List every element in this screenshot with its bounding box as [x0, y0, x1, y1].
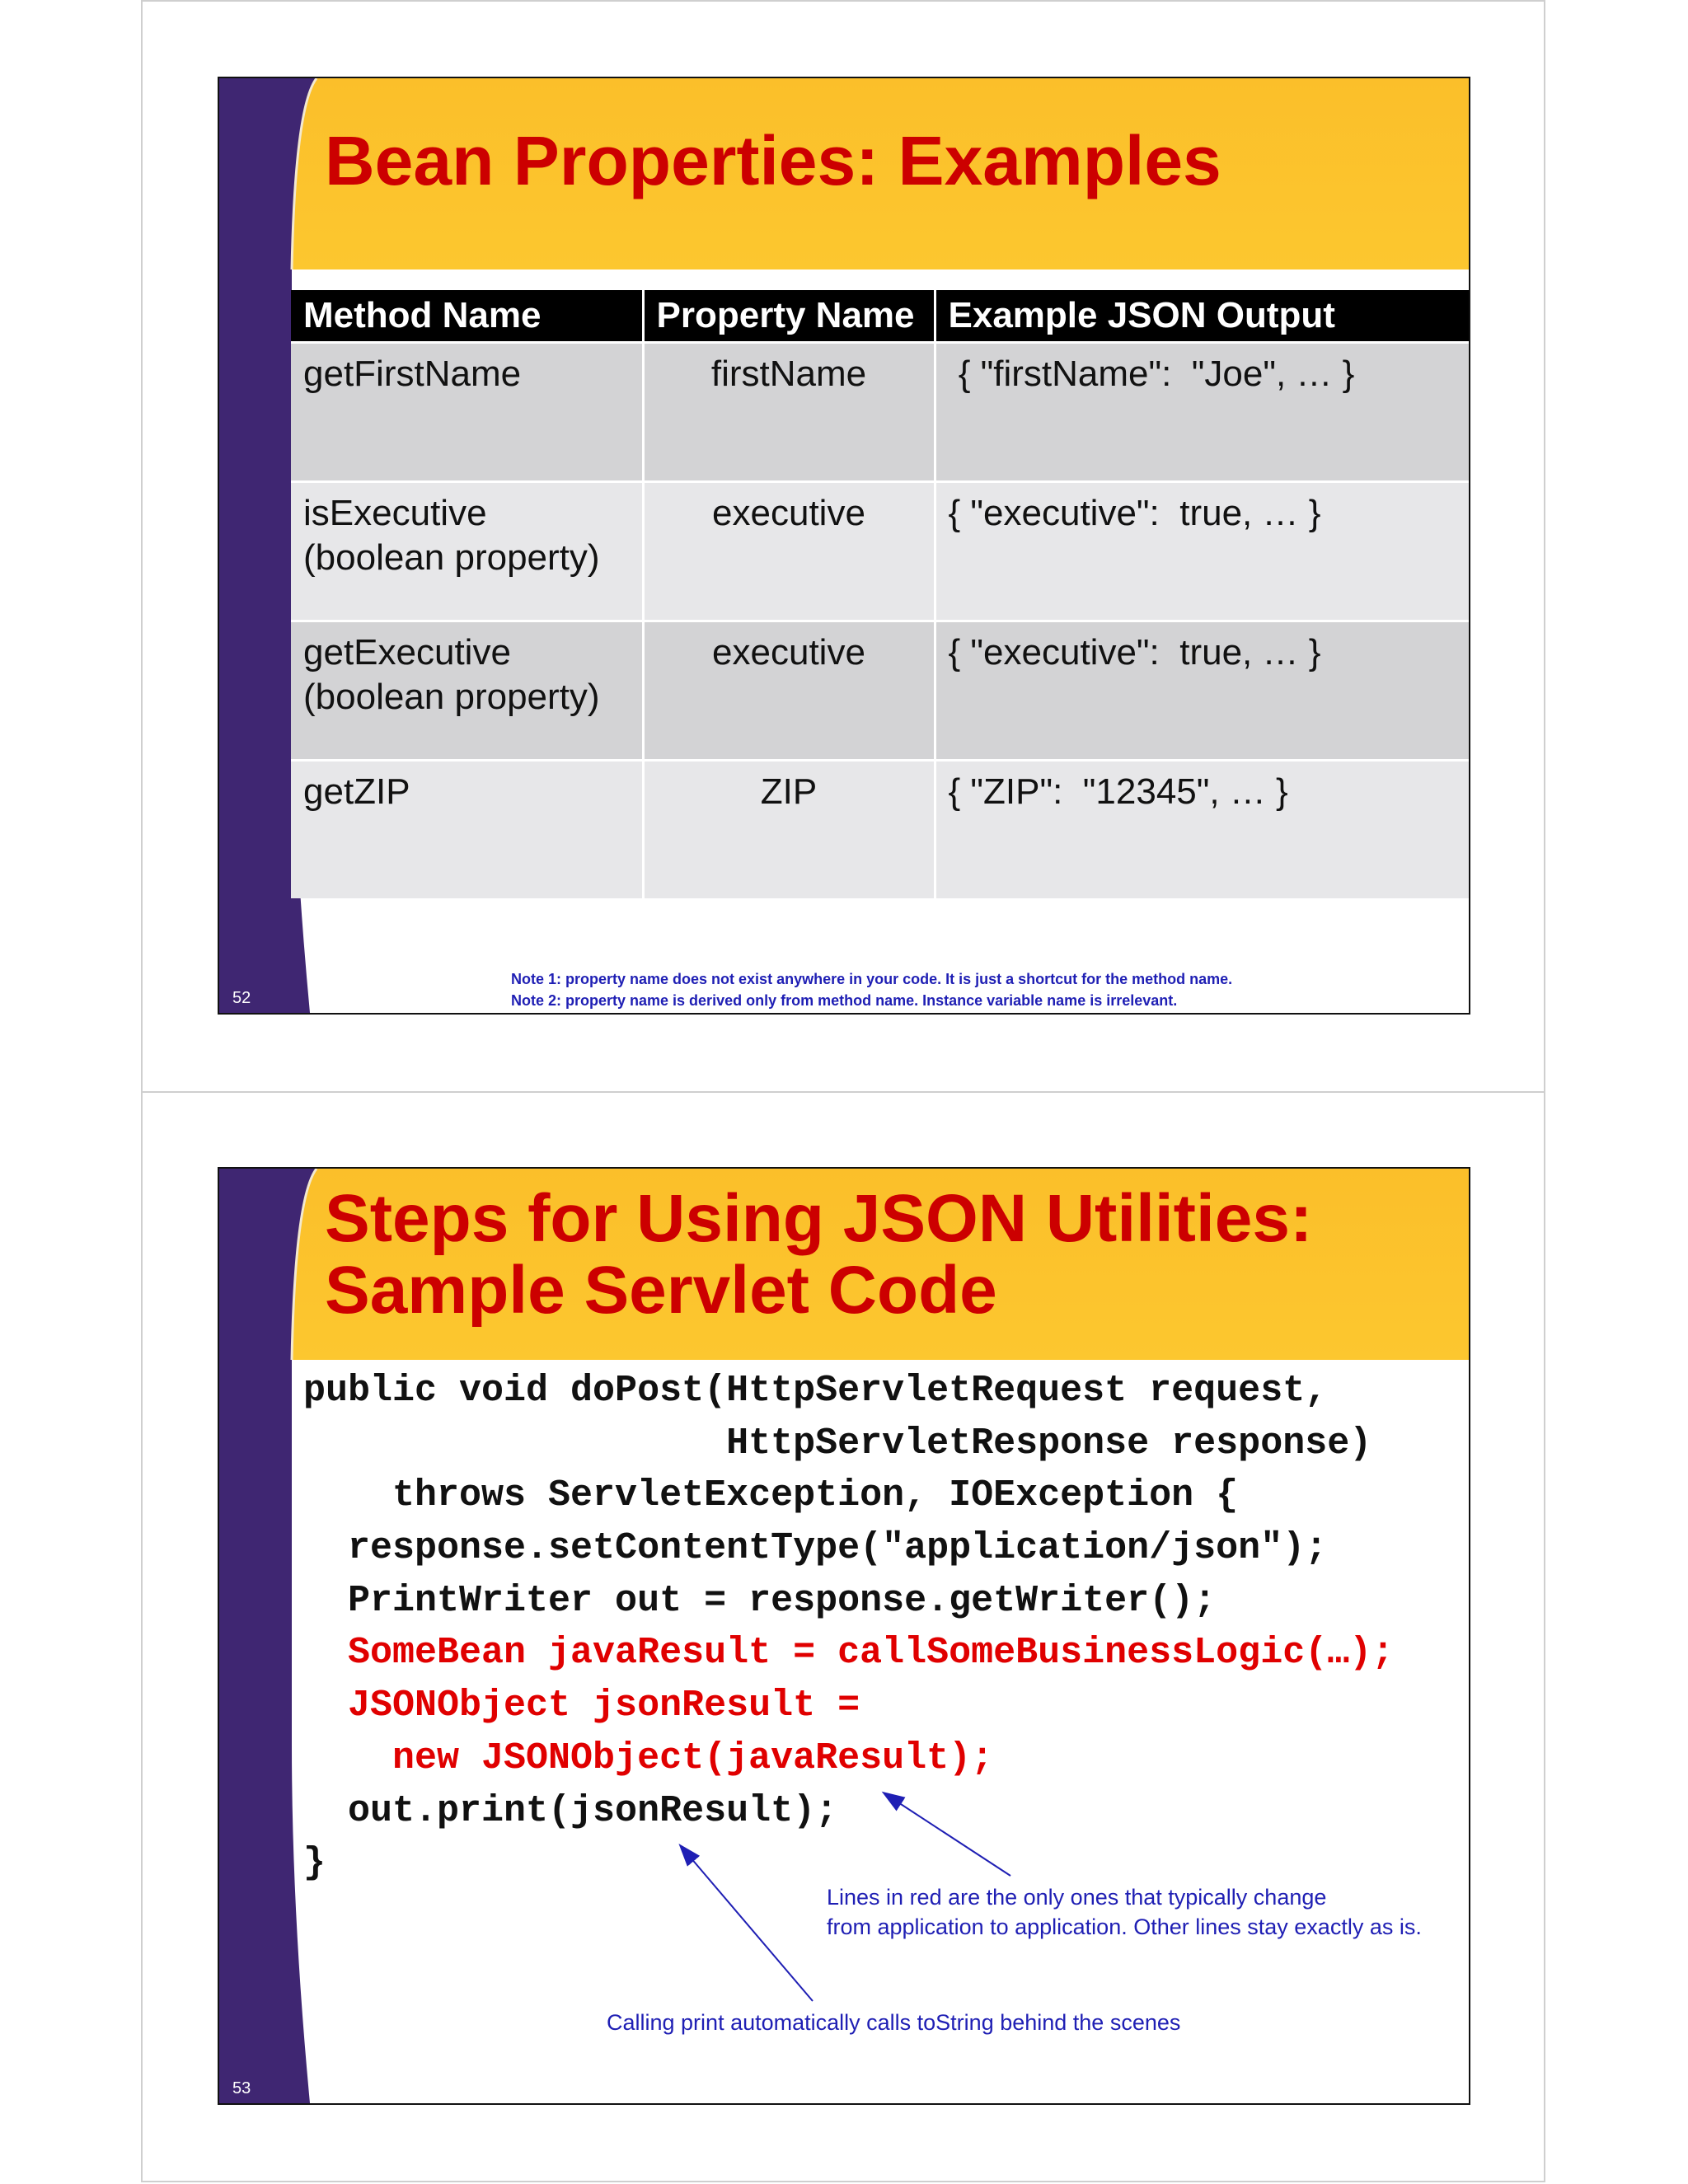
table-row [291, 621, 1470, 761]
slide-number: 53 [232, 2079, 251, 2097]
slide-number: 52 [232, 989, 251, 1007]
method-cell [291, 761, 643, 899]
json-cell: { "ZIP": "12345", … } [935, 761, 1470, 899]
bean-properties-table [291, 290, 1470, 898]
json-cell: { "executive": true, … } [935, 621, 1470, 761]
json-cell: { "executive": true, … } [935, 482, 1470, 621]
method-name: getExecutive [303, 632, 511, 673]
property-cell: ZIP [643, 761, 935, 899]
code-line: HttpServletResponse response) [303, 1422, 1372, 1465]
code-line: PrintWriter out = response.getWriter(); [303, 1579, 1217, 1622]
title-line-1: Steps for Using JSON Utilities: [325, 1181, 1313, 1256]
code-line: public void doPost(HttpServletRequest request, [303, 1370, 1328, 1412]
print-annotation: Calling print automatically calls toString behind the scenes [607, 2010, 1181, 2035]
code-line: JSONObject jsonResult = [303, 1685, 860, 1727]
slide-title [325, 1183, 1312, 1327]
code-line: throws ServletException, IOException { [303, 1474, 1239, 1517]
property-cell: executive [643, 621, 935, 761]
method-note: (boolean property) [303, 537, 600, 578]
header-example-json: Example JSON Output [935, 290, 1470, 343]
table-row [291, 343, 1470, 482]
slide-notes [511, 968, 1232, 1011]
method-note: (boolean property) [303, 676, 600, 717]
page-divider [141, 1091, 1545, 1093]
table-row [291, 482, 1470, 621]
code-line: response.setContentType("application/json"); [303, 1527, 1328, 1570]
table-header-row [291, 290, 1470, 343]
slide-52 [218, 77, 1470, 1015]
servlet-code-block [303, 1365, 1394, 1890]
property-cell: firstName [643, 343, 935, 482]
header-method-name: Method Name [291, 290, 643, 343]
table-row [291, 761, 1470, 899]
annotation-line-1: Lines in red are the only ones that typically change [827, 1885, 1327, 1910]
method-name: isExecutive [303, 493, 487, 533]
code-line: SomeBean javaResult = callSomeBusinessLogic(…); [303, 1632, 1395, 1675]
header-property-name: Property Name [643, 290, 935, 343]
slide-53 [218, 1167, 1470, 2105]
method-cell [291, 343, 643, 482]
property-cell: executive [643, 482, 935, 621]
code-line: out.print(jsonResult); [303, 1789, 838, 1832]
note-2: Note 2: property name is derived only from method name. Instance variable name is irrelevant. [511, 992, 1178, 1009]
method-name: getFirstName [303, 354, 522, 394]
red-lines-annotation [827, 1882, 1422, 1942]
method-cell [291, 482, 643, 621]
method-name: getZIP [303, 771, 410, 812]
method-cell [291, 621, 643, 761]
slide-title: Bean Properties: Examples [325, 122, 1221, 199]
annotation-line-2: from application to application. Other lines stay exactly as is. [827, 1915, 1422, 1939]
note-1: Note 1: property name does not exist anywhere in your code. It is just a shortcut for the method name. [511, 971, 1233, 987]
json-cell: { "firstName": "Joe", … } [935, 343, 1470, 482]
code-line: new JSONObject(javaResult); [303, 1736, 994, 1779]
code-line: } [303, 1842, 326, 1885]
title-line-2: Sample Servlet Code [325, 1252, 997, 1328]
